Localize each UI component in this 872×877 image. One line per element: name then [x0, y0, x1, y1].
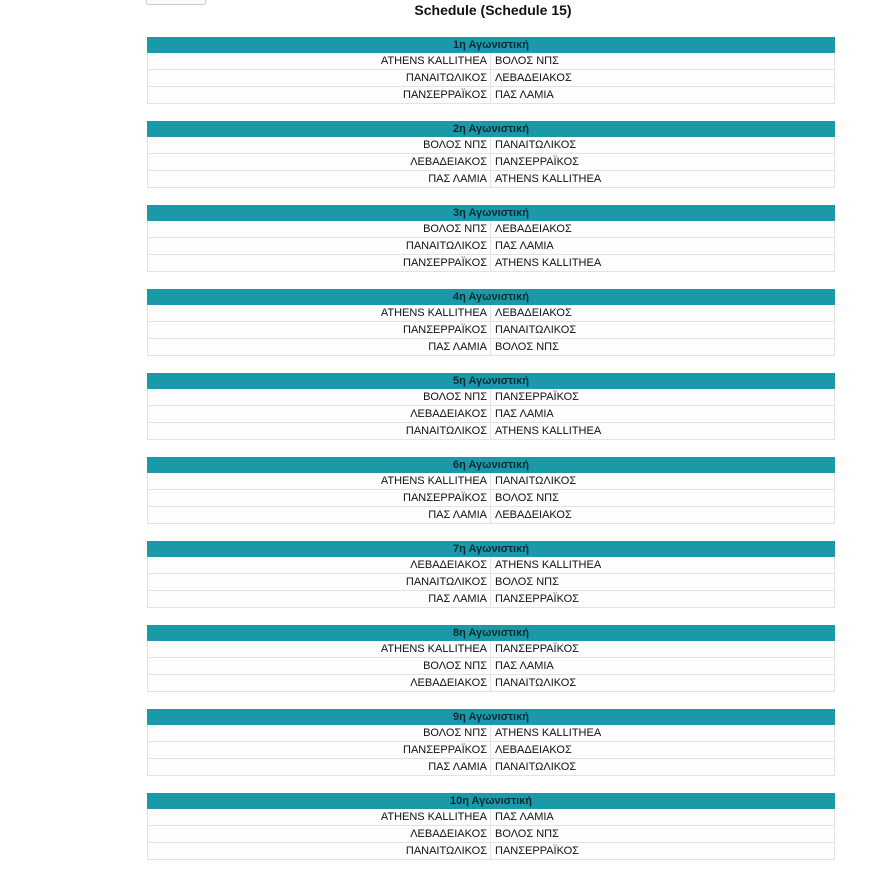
home-team: ATHENS KALLITHEA [148, 53, 491, 69]
round-table [147, 121, 835, 188]
away-team: ΠΑΣ ΛΑΜΙΑ [495, 240, 554, 252]
match-row [147, 473, 835, 490]
away-team: ΠΑΝΣΕΡΡΑΪΚΟΣ [495, 391, 579, 403]
home-team: ΒΟΛΟΣ ΝΠΣ [148, 725, 491, 741]
away-team: ΠΑΝΑΙΤΩΛΙΚΟΣ [495, 761, 577, 773]
away-team: ΠΑΝΑΙΤΩΛΙΚΟΣ [495, 139, 577, 151]
home-team: ATHENS KALLITHEA [148, 305, 491, 321]
away-team: ΛΕΒΑΔΕΙΑΚΟΣ [495, 72, 572, 84]
home-team: ATHENS KALLITHEA [148, 473, 491, 489]
home-team: ΠΑΝΑΙΤΩΛΙΚΟΣ [148, 238, 491, 254]
match-row [147, 658, 835, 675]
match-row [147, 843, 835, 860]
match-row [147, 171, 835, 188]
away-team: ΠΑΝΑΙΤΩΛΙΚΟΣ [495, 677, 577, 689]
match-row [147, 87, 835, 104]
away-team: ATHENS KALLITHEA [495, 425, 602, 437]
home-team: ΛΕΒΑΔΕΙΑΚΟΣ [148, 154, 491, 170]
match-row [147, 70, 835, 87]
away-team: ΠΑΣ ΛΑΜΙΑ [495, 660, 554, 672]
home-team: ΠΑΣ ΛΑΜΙΑ [148, 591, 491, 607]
match-row [147, 137, 835, 154]
match-row [147, 557, 835, 574]
home-team: ΠΑΝΑΙΤΩΛΙΚΟΣ [148, 843, 491, 859]
match-row [147, 591, 835, 608]
match-row [147, 725, 835, 742]
match-row [147, 154, 835, 171]
schedule-list [147, 37, 835, 877]
away-team: ΠΑΝΑΙΤΩΛΙΚΟΣ [495, 324, 577, 336]
round-table [147, 709, 835, 776]
page-title: Schedule (Schedule 15) [414, 2, 572, 18]
match-row [147, 423, 835, 440]
round-table [147, 373, 835, 440]
away-team: ATHENS KALLITHEA [495, 727, 602, 739]
round-table [147, 457, 835, 524]
round-header: 5η Αγωνιστική [147, 373, 835, 389]
round-table [147, 205, 835, 272]
round-header: 9η Αγωνιστική [147, 709, 835, 725]
home-team: ΠΑΝΣΕΡΡΑΪΚΟΣ [148, 255, 491, 271]
match-row [147, 322, 835, 339]
home-team: ΒΟΛΟΣ ΝΠΣ [148, 658, 491, 674]
home-team: ΛΕΒΑΔΕΙΑΚΟΣ [148, 675, 491, 691]
away-team: ΒΟΛΟΣ ΝΠΣ [495, 828, 559, 840]
home-team: ΛΕΒΑΔΕΙΑΚΟΣ [148, 406, 491, 422]
away-team: ΛΕΒΑΔΕΙΑΚΟΣ [495, 744, 572, 756]
home-team: ΠΑΝΣΕΡΡΑΪΚΟΣ [148, 742, 491, 758]
away-team: ΛΕΒΑΔΕΙΑΚΟΣ [495, 223, 572, 235]
home-team: ΒΟΛΟΣ ΝΠΣ [148, 137, 491, 153]
match-row [147, 389, 835, 406]
away-team: ATHENS KALLITHEA [495, 173, 602, 185]
home-team: ΒΟΛΟΣ ΝΠΣ [148, 389, 491, 405]
home-team: ΛΕΒΑΔΕΙΑΚΟΣ [148, 826, 491, 842]
home-team: ATHENS KALLITHEA [148, 809, 491, 825]
round-header: 7η Αγωνιστική [147, 541, 835, 557]
away-team: ATHENS KALLITHEA [495, 257, 602, 269]
match-row [147, 574, 835, 591]
match-row [147, 53, 835, 70]
round-header: 4η Αγωνιστική [147, 289, 835, 305]
round-table [147, 793, 835, 860]
away-team: ΠΑΝΣΕΡΡΑΪΚΟΣ [495, 156, 579, 168]
home-team: ΠΑΝΑΙΤΩΛΙΚΟΣ [148, 574, 491, 590]
round-header: 2η Αγωνιστική [147, 121, 835, 137]
match-row [147, 742, 835, 759]
match-row [147, 759, 835, 776]
home-team: ΠΑΝΣΕΡΡΑΪΚΟΣ [148, 490, 491, 506]
home-team: ΠΑΝΑΙΤΩΛΙΚΟΣ [148, 70, 491, 86]
round-header: 3η Αγωνιστική [147, 205, 835, 221]
away-team: ΠΑΝΣΕΡΡΑΪΚΟΣ [495, 643, 579, 655]
round-header: 10η Αγωνιστική [147, 793, 835, 809]
round-header: 1η Αγωνιστική [147, 37, 835, 53]
away-team: ΠΑΣ ΛΑΜΙΑ [495, 89, 554, 101]
match-row [147, 339, 835, 356]
round-header: 8η Αγωνιστική [147, 625, 835, 641]
home-team: ΠΑΣ ΛΑΜΙΑ [148, 171, 491, 187]
home-team: ΠΑΝΑΙΤΩΛΙΚΟΣ [148, 423, 491, 439]
home-team: ATHENS KALLITHEA [148, 641, 491, 657]
match-row [147, 507, 835, 524]
home-team: ΠΑΣ ΛΑΜΙΑ [148, 507, 491, 523]
round-table [147, 37, 835, 104]
match-row [147, 221, 835, 238]
round-table [147, 541, 835, 608]
match-row [147, 809, 835, 826]
match-row [147, 255, 835, 272]
away-team: ΠΑΣ ΛΑΜΙΑ [495, 811, 554, 823]
away-team: ΒΟΛΟΣ ΝΠΣ [495, 576, 559, 588]
round-header: 6η Αγωνιστική [147, 457, 835, 473]
home-team: ΛΕΒΑΔΕΙΑΚΟΣ [148, 557, 491, 573]
away-team: ATHENS KALLITHEA [495, 559, 602, 571]
match-row [147, 675, 835, 692]
home-team: ΠΑΝΣΕΡΡΑΪΚΟΣ [148, 322, 491, 338]
match-row [147, 490, 835, 507]
round-table [147, 625, 835, 692]
away-team: ΠΑΝΣΕΡΡΑΪΚΟΣ [495, 845, 579, 857]
away-team: ΒΟΛΟΣ ΝΠΣ [495, 341, 559, 353]
match-row [147, 406, 835, 423]
away-team: ΒΟΛΟΣ ΝΠΣ [495, 55, 559, 67]
away-team: ΠΑΝΑΙΤΩΛΙΚΟΣ [495, 475, 577, 487]
home-team: ΒΟΛΟΣ ΝΠΣ [148, 221, 491, 237]
away-team: ΛΕΒΑΔΕΙΑΚΟΣ [495, 509, 572, 521]
home-team: ΠΑΣ ΛΑΜΙΑ [148, 759, 491, 775]
home-team: ΠΑΣ ΛΑΜΙΑ [148, 339, 491, 355]
match-row [147, 305, 835, 322]
away-team: ΛΕΒΑΔΕΙΑΚΟΣ [495, 307, 572, 319]
away-team: ΒΟΛΟΣ ΝΠΣ [495, 492, 559, 504]
home-team: ΠΑΝΣΕΡΡΑΪΚΟΣ [148, 87, 491, 103]
away-team: ΠΑΝΣΕΡΡΑΪΚΟΣ [495, 593, 579, 605]
match-row [147, 826, 835, 843]
away-team: ΠΑΣ ΛΑΜΙΑ [495, 408, 554, 420]
match-row [147, 641, 835, 658]
match-row [147, 238, 835, 255]
round-table [147, 289, 835, 356]
